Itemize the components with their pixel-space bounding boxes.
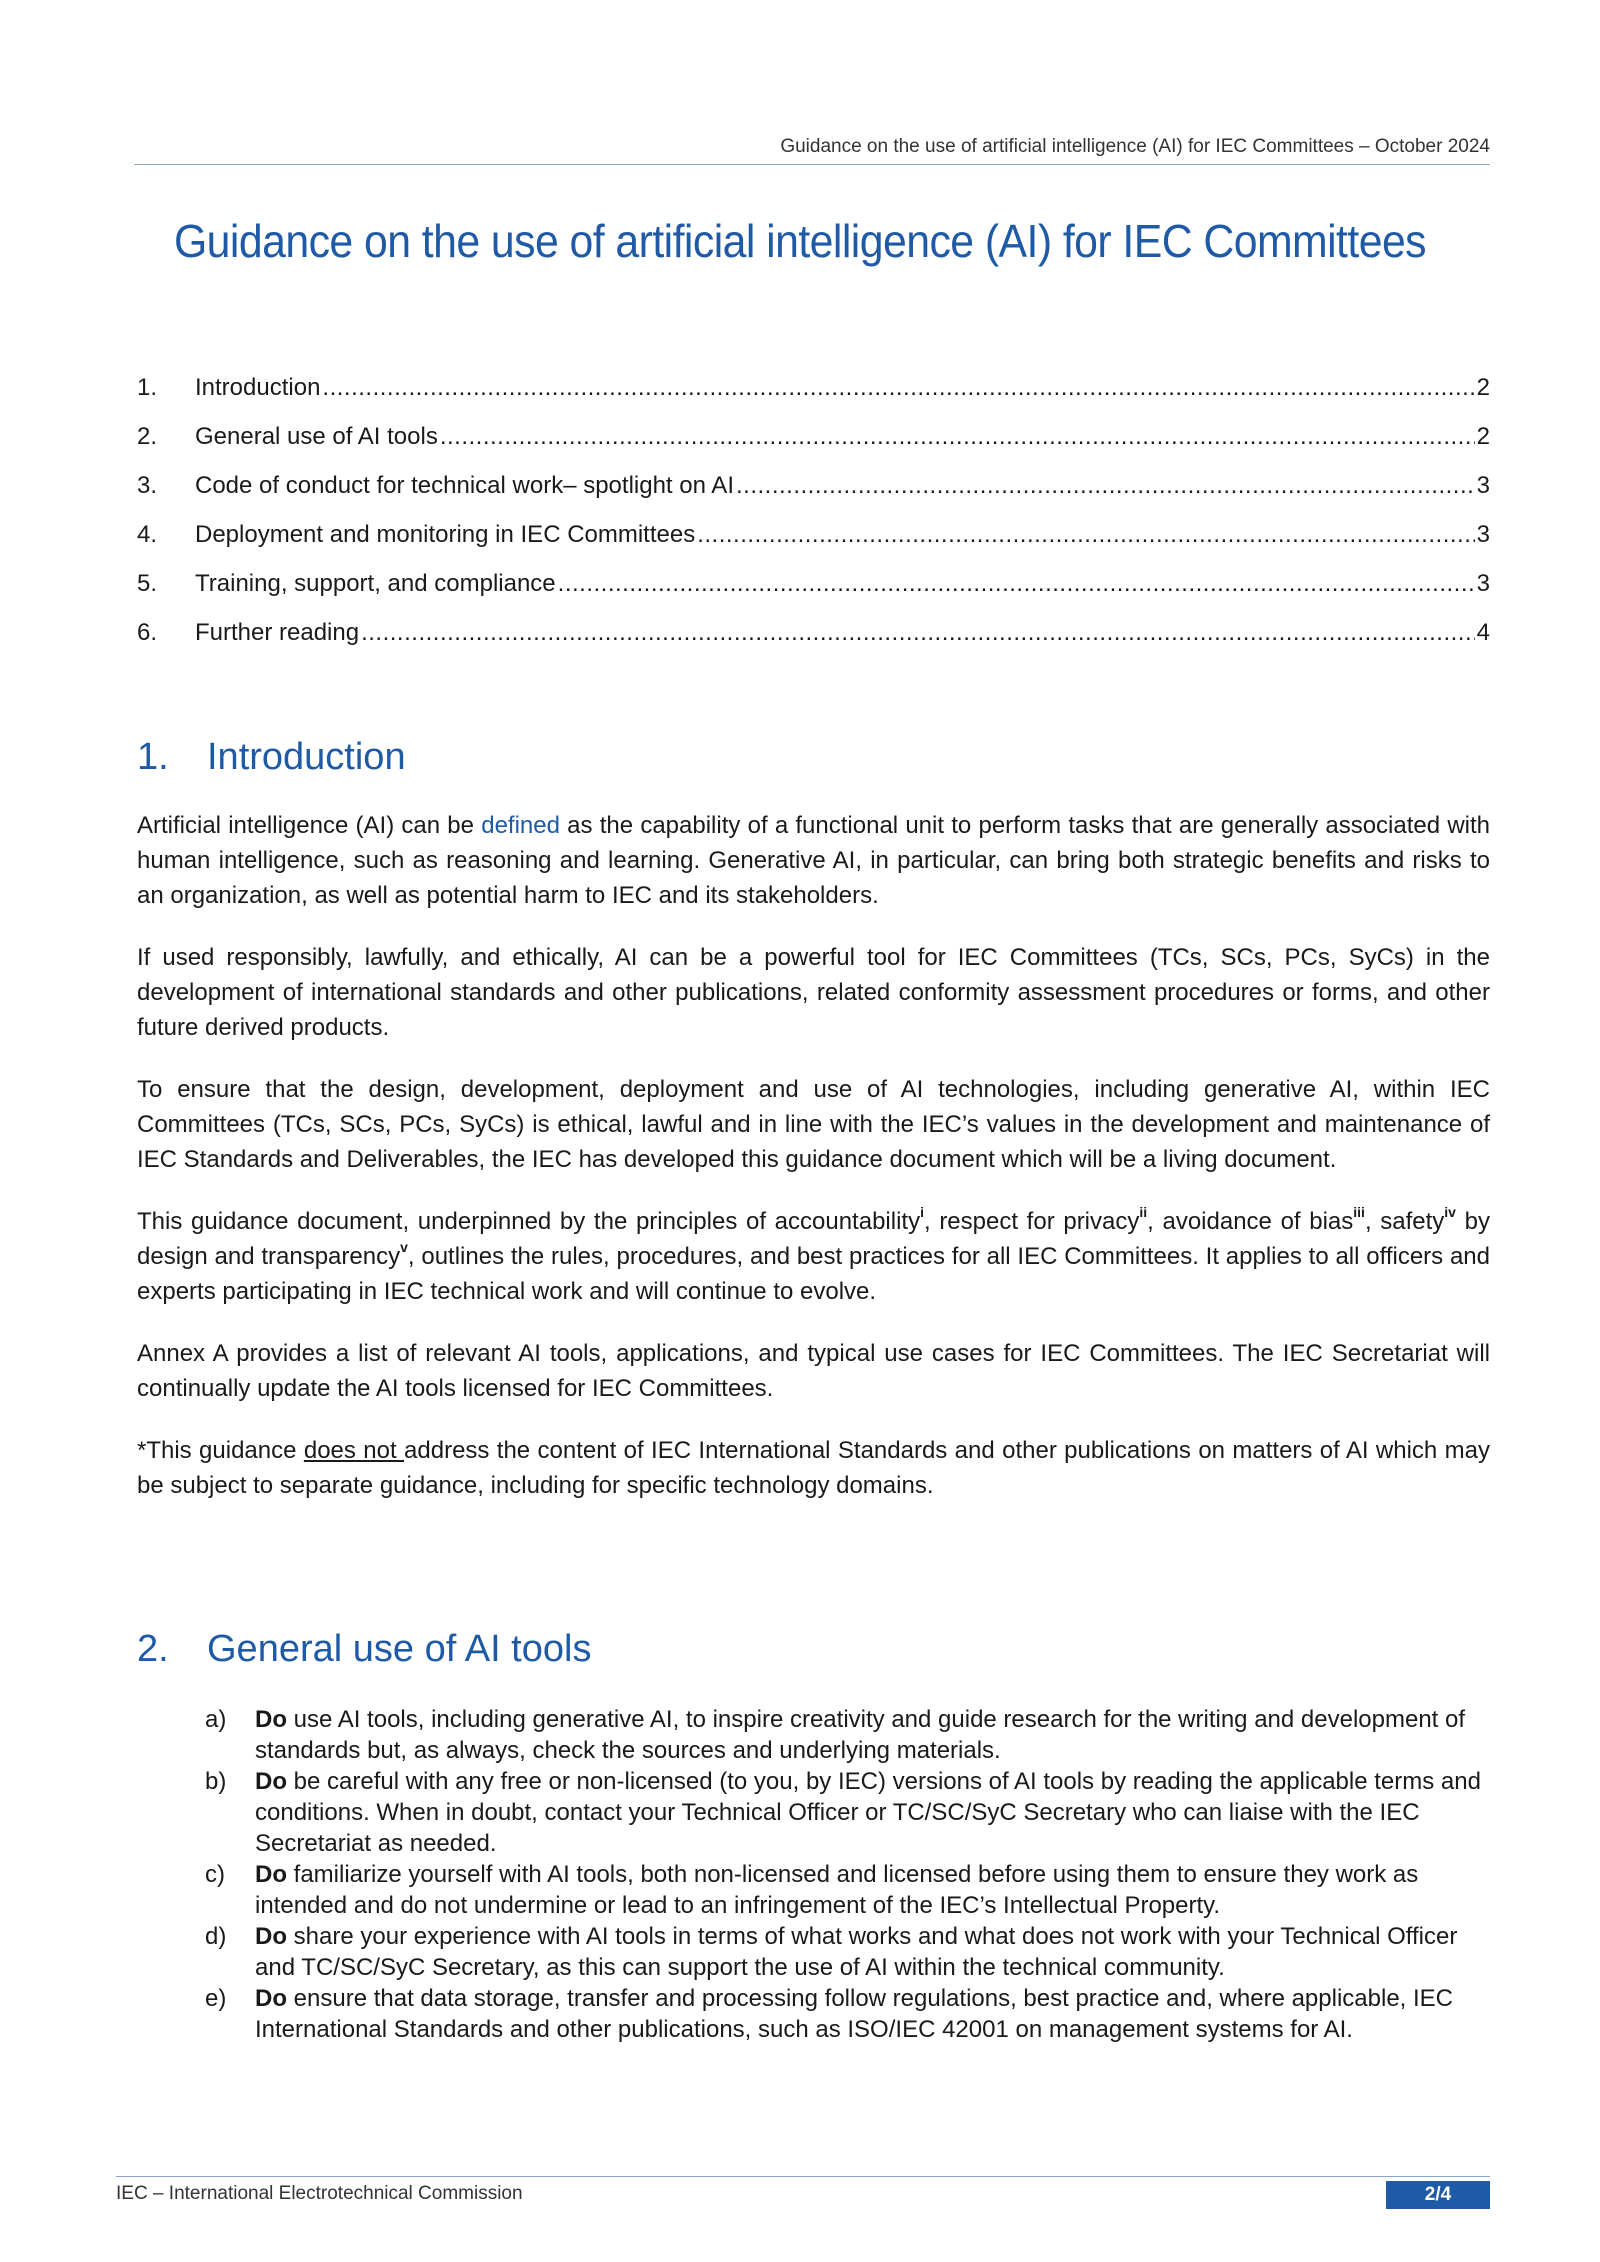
toc-page-number: 3 [1476, 521, 1490, 548]
text-run: *This guidance [137, 1437, 304, 1464]
text-run: , outlines the rules, procedures, and best practices for all IEC Committees. It applies to all officers and experts participating in IEC technical work and will continue to evolve. [137, 1243, 1490, 1305]
emphasis: Do [255, 1706, 287, 1733]
text-run: , respect for privacy [923, 1208, 1140, 1235]
emphasis: Do [255, 1861, 287, 1888]
text-run: be careful with any free or non-licensed (to you, by IEC) versions of AI tools by reading the applicable terms and conditions. When in doubt, contact your Technical Officer or TC/SC/SyC Secretary who can liaise with the IEC Secretariat as needed. [255, 1768, 1481, 1857]
underlined-text: does not [303, 1437, 405, 1464]
toc-title: Code of conduct for technical work– spotlight on AI [195, 472, 734, 499]
table-of-contents [137, 372, 1490, 666]
toc-title: Introduction [195, 374, 321, 401]
page-footer [116, 2176, 1490, 2207]
toc-entry-further-reading[interactable] [137, 617, 1490, 666]
toc-number: 3. [137, 472, 158, 499]
list-text [255, 1704, 1490, 1766]
toc-number: 2. [137, 423, 158, 450]
toc-entry-introduction[interactable] [137, 372, 1490, 421]
list-marker: a) [205, 1706, 227, 1733]
toc-leader-dots [440, 421, 1475, 453]
text-run: This guidance document, underpinned by the principles of accountability [137, 1208, 921, 1235]
list-text [255, 1859, 1490, 1921]
section-heading-introduction [137, 736, 406, 779]
toc-title: Further reading [195, 619, 360, 646]
footer-organization: IEC – International Electrotechnical Commission [116, 2183, 523, 2204]
list-marker: e) [205, 1985, 227, 2012]
paragraph [137, 1204, 1490, 1309]
toc-page-number: 2 [1476, 423, 1490, 450]
endnote-ref[interactable]: v [400, 1239, 408, 1255]
toc-number: 1. [137, 374, 158, 401]
toc-number: 4. [137, 521, 158, 548]
text-run: address the content of IEC International Standards and other publications on matters of AI which may be subject to separate guidance, including for specific technology domains. [137, 1437, 1490, 1499]
text-run: Artificial intelligence (AI) can be [137, 812, 482, 839]
paragraph: Annex A provides a list of relevant AI tools, applications, and typical use cases for IEC Committees. The IEC Secretariat will continually update the AI tools licensed for IEC Committees. [137, 1340, 1490, 1402]
do-list [205, 1704, 1490, 2045]
toc-leader-dots [322, 372, 1474, 404]
toc-page-number: 2 [1476, 374, 1490, 401]
toc-leader-dots [736, 470, 1475, 502]
toc-number: 6. [137, 619, 158, 646]
list-item [205, 1704, 1490, 1766]
list-marker: d) [205, 1923, 227, 1950]
list-item [205, 1983, 1490, 2045]
endnote-ref[interactable]: ii [1139, 1204, 1148, 1220]
section-title: General use of AI tools [207, 1628, 592, 1670]
section-heading-general-use [137, 1628, 591, 1671]
toc-entry-general-use[interactable] [137, 421, 1490, 470]
paragraph: To ensure that the design, development, deployment and use of AI technologies, including generative AI, within IEC Committees (TCs, SCs, PCs, SyCs) is ethical, lawful and in line with the IEC’s values in the development and maintenance of IEC Standards and Deliverables, the IEC has developed this guidance document which will be a living document. [137, 1076, 1490, 1173]
list-text [255, 1983, 1490, 2045]
list-text [255, 1766, 1490, 1859]
endnote-ref[interactable]: iii [1353, 1204, 1365, 1220]
section-number: 1. [137, 736, 169, 778]
toc-page-number: 3 [1476, 570, 1490, 597]
text-run: , safety [1364, 1208, 1445, 1235]
list-marker: c) [205, 1861, 225, 1888]
toc-title: Deployment and monitoring in IEC Committees [195, 521, 696, 548]
text-run: use AI tools, including generative AI, to inspire creativity and guide research for the writing and development of standards but, as always, check the sources and underlying materials. [255, 1706, 1466, 1764]
toc-leader-dots [697, 519, 1474, 551]
paragraph: If used responsibly, lawfully, and ethically, AI can be a powerful tool for IEC Committees (TCs, SCs, PCs, SyCs) in the development of international standards and other publications, related conformity assessment procedures or forms, and other future derived products. [137, 944, 1490, 1041]
text-run: ensure that data storage, transfer and processing follow regulations, best practice and, where applicable, IEC International Standards and other publications, such as ISO/IEC 42001 on management systems for AI. [255, 1985, 1454, 2043]
list-marker: b) [205, 1768, 227, 1795]
toc-leader-dots [558, 568, 1475, 600]
endnote-ref[interactable]: i [920, 1204, 924, 1220]
toc-page-number: 4 [1476, 619, 1490, 646]
page-number-badge: 2/4 [1386, 2181, 1490, 2209]
toc-title: Training, support, and compliance [195, 570, 556, 597]
introduction-body [137, 808, 1490, 1530]
text-run: familiarize yourself with AI tools, both non-licensed and licensed before using them to ensure they work as intended and do not undermine or lead to an infringement of the IEC’s Intellectual Property. [255, 1861, 1419, 1919]
section-title: Introduction [207, 736, 406, 778]
paragraph [137, 808, 1490, 913]
document-title: Guidance on the use of artificial intelligence (AI) for IEC Committees [173, 215, 1427, 267]
running-header: Guidance on the use of artificial intelligence (AI) for IEC Committees – October 2024 [134, 136, 1490, 165]
list-item [205, 1766, 1490, 1859]
toc-leader-dots [361, 617, 1475, 649]
toc-entry-deployment[interactable] [137, 519, 1490, 568]
list-text [255, 1921, 1490, 1983]
emphasis: Do [255, 1985, 287, 2012]
text-run: share your experience with AI tools in terms of what works and what does not work with your Technical Officer and TC/SC/SyC Secretary, as this can support the use of AI within the technical community. [255, 1923, 1458, 1981]
list-item [205, 1859, 1490, 1921]
toc-number: 5. [137, 570, 158, 597]
toc-entry-code-of-conduct[interactable] [137, 470, 1490, 519]
section-number: 2. [137, 1628, 169, 1670]
toc-page-number: 3 [1476, 472, 1490, 499]
text-run: by design and transparency [137, 1208, 1490, 1270]
toc-entry-training[interactable] [137, 568, 1490, 617]
list-item [205, 1921, 1490, 1983]
text-run: , avoidance of bias [1147, 1208, 1354, 1235]
toc-title: General use of AI tools [195, 423, 438, 450]
defined-link[interactable]: defined [481, 812, 560, 839]
emphasis: Do [255, 1923, 287, 1950]
paragraph [137, 1433, 1490, 1503]
text-run: as the capability of a functional unit to perform tasks that are generally associated with human intelligence, such as reasoning and learning. Generative AI, in particular, can bring both strategic benefits and risks to an organization, as well as potential harm to IEC and its stakeholders. [137, 812, 1490, 909]
emphasis: Do [255, 1768, 287, 1795]
endnote-ref[interactable]: iv [1444, 1204, 1456, 1220]
